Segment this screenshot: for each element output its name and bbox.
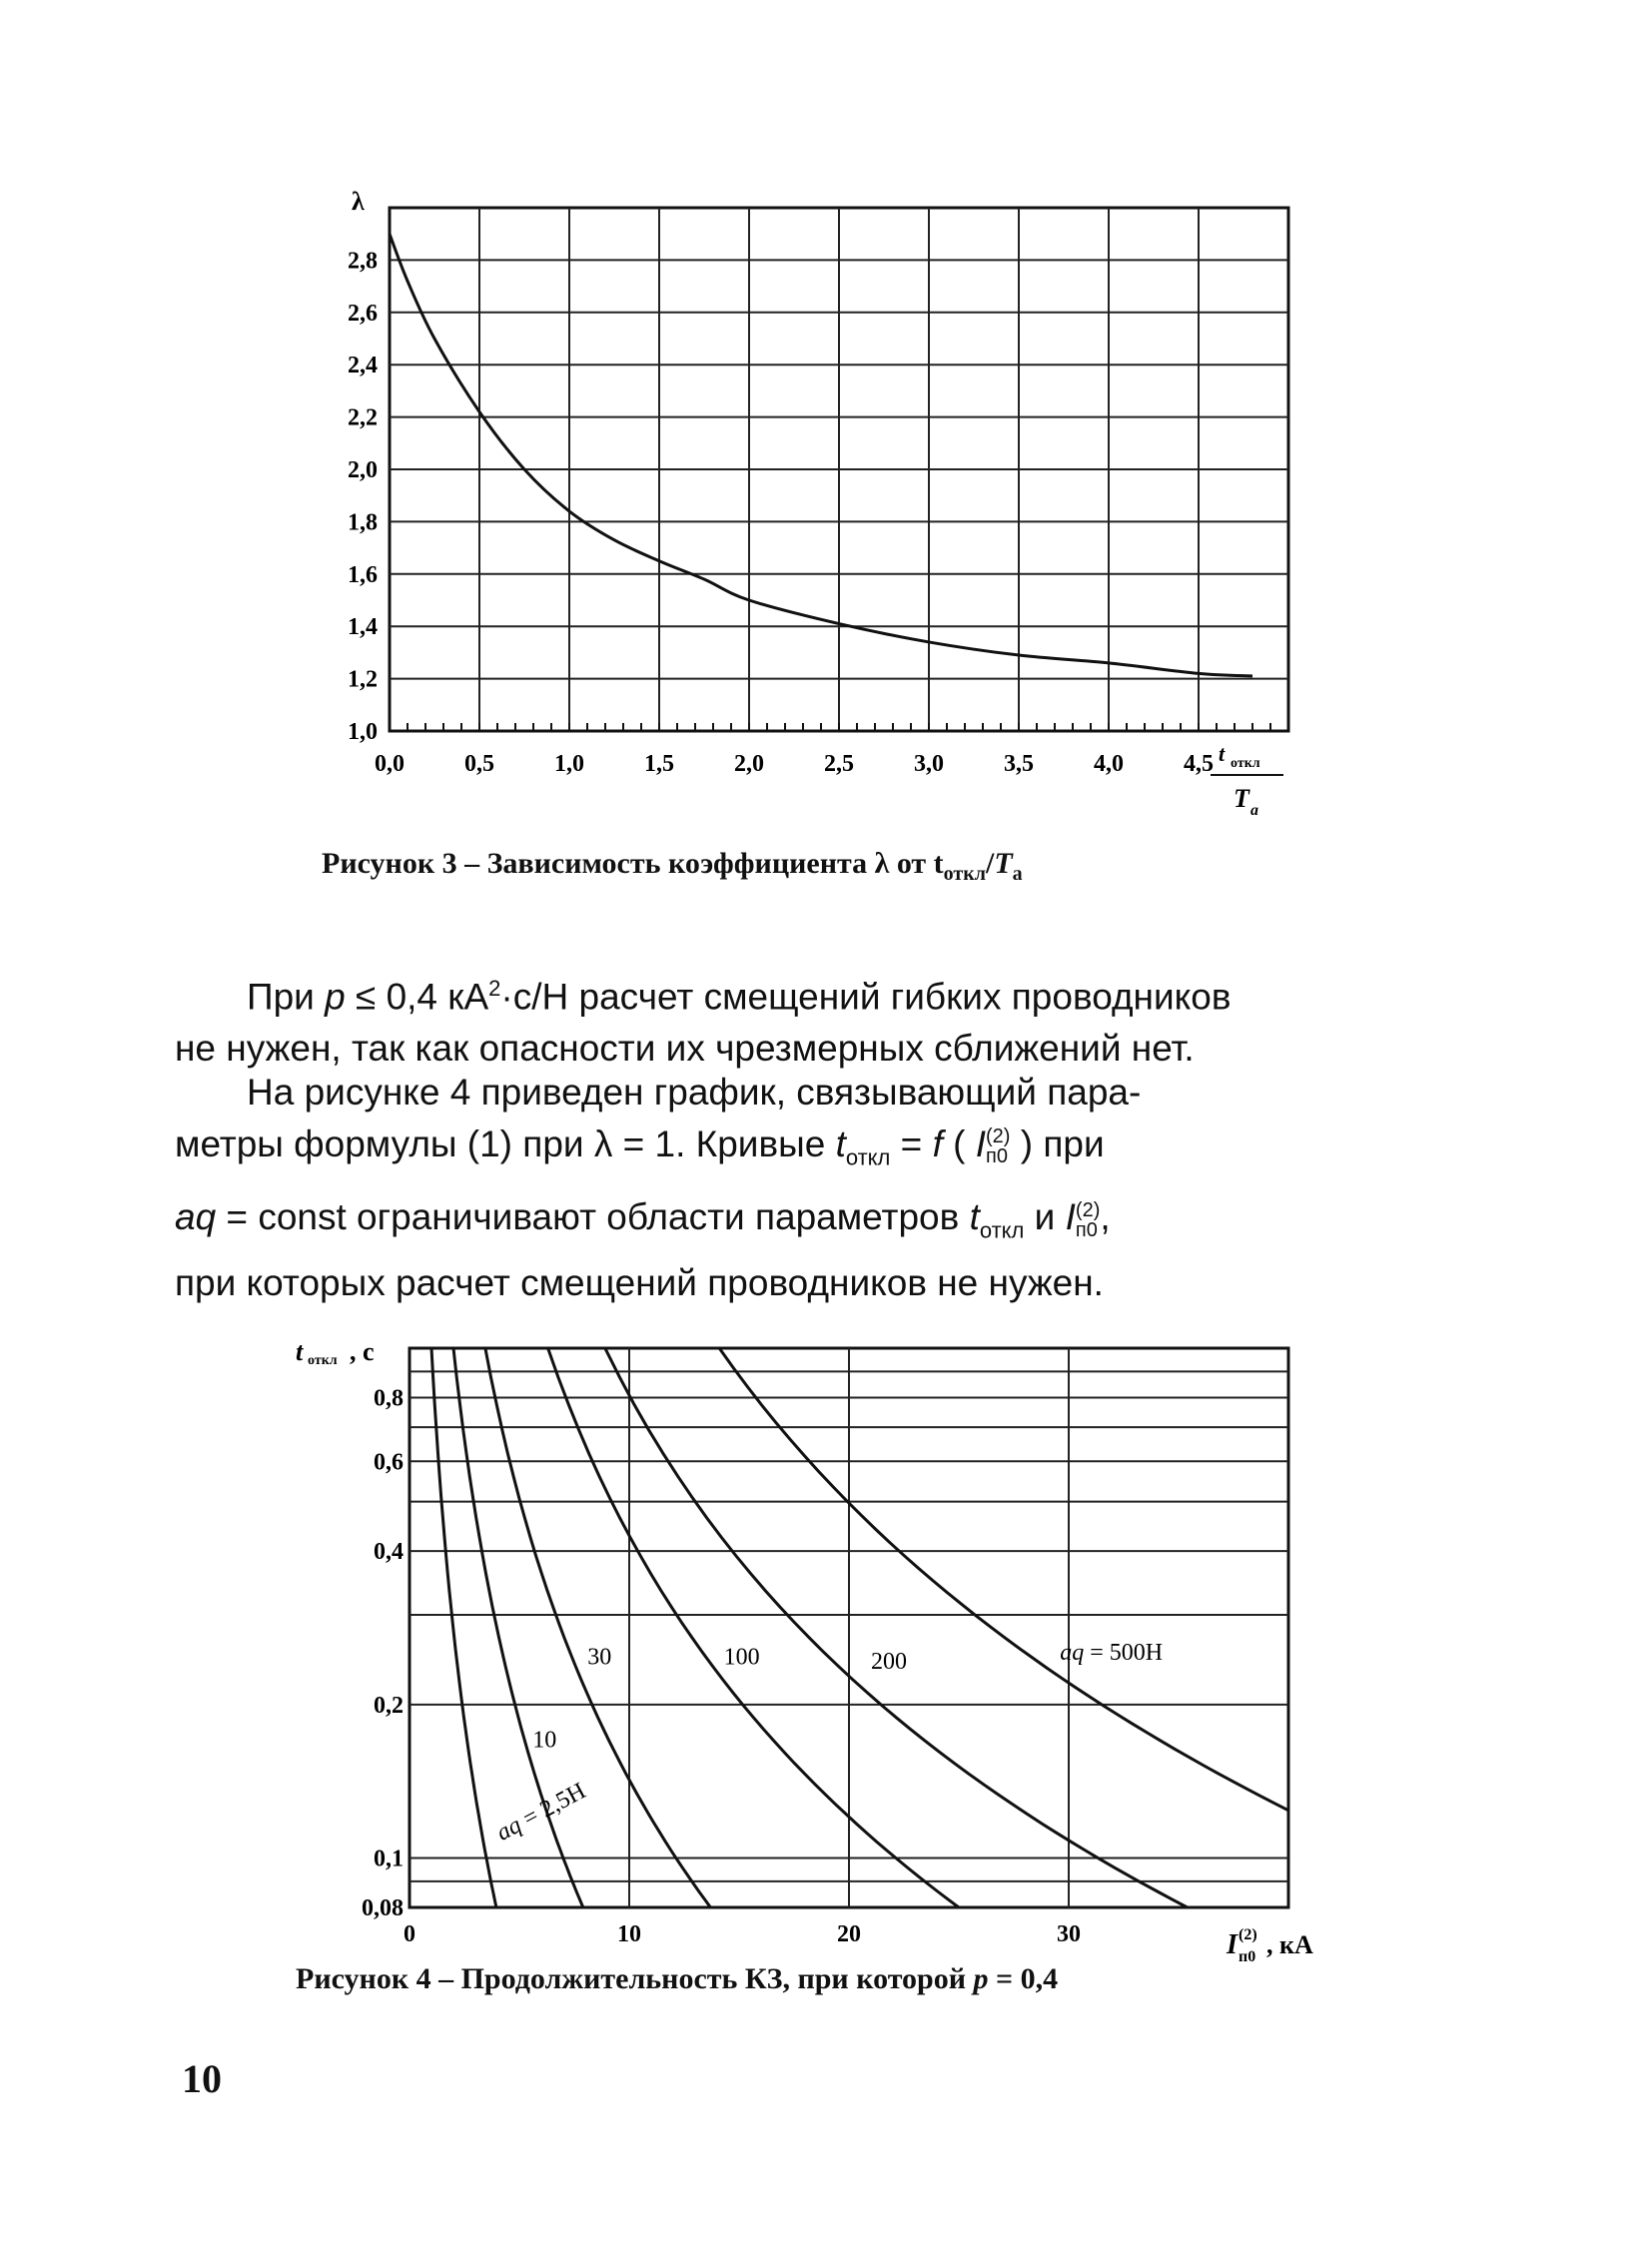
paragraph-1: При p ≤ 0,4 $кА^2\cdot с/Н$ расчет смещений гибких проводников не нужен, так как опасности их чрезмерных сближений нет. xyxy=(175,976,1232,1070)
y-tick-label: 1,4 xyxy=(348,614,378,641)
svg-text:откл: откл xyxy=(1231,756,1260,771)
paragraph-2: На рисунке 4 приведен график, связывающий пара- метры формулы (1) при λ = 1. Кривые $t_{откл} = f$ ( I (2) п0 ) при aq = const ограничивают области параметров $t_{откл}$ и I (2) п0 , при которых расчет смещений проводников не нужен. xyxy=(175,1072,1142,1303)
x-tick-label: 3,0 xyxy=(914,751,944,777)
y-tick-label: 0,6 xyxy=(374,1449,404,1476)
curve-label: aq = 500Н xyxy=(1060,1639,1164,1666)
x-tick-label: 4,0 xyxy=(1094,751,1124,777)
y-tick-label: 1,2 xyxy=(348,666,378,693)
x-tick-label: 30 xyxy=(1057,1921,1081,1947)
x-tick-label: 0,0 xyxy=(375,751,405,777)
svg-text:откл: откл xyxy=(308,1353,338,1368)
lambda-curve xyxy=(390,234,1252,676)
y-tick-label: 2,0 xyxy=(348,457,378,483)
x-tick-label: 4,5 xyxy=(1184,751,1214,777)
svg-text:a: a xyxy=(1250,802,1258,819)
svg-text:, кА: , кА xyxy=(1266,1930,1313,1959)
y-tick-label: 0,4 xyxy=(374,1539,404,1566)
curve-aq-500 xyxy=(719,1348,1288,1811)
svg-text:t: t xyxy=(1219,741,1226,766)
curve-label: 100 xyxy=(723,1644,760,1671)
x-tick-label: 1,5 xyxy=(644,751,674,777)
figure-3-chart xyxy=(300,180,1318,839)
y-tick-label: 2,2 xyxy=(348,404,378,431)
y-axis-label xyxy=(296,1337,375,1368)
svg-text:, с: , с xyxy=(350,1337,375,1366)
svg-text:(2): (2) xyxy=(1239,1926,1257,1943)
y-axis-label: λ xyxy=(352,187,365,216)
x-tick-label: 20 xyxy=(837,1921,861,1947)
svg-text:t: t xyxy=(296,1337,304,1366)
curve-label: 10 xyxy=(532,1727,557,1754)
x-tick-label: 3,5 xyxy=(1004,751,1034,777)
x-tick-label: 1,0 xyxy=(554,751,584,777)
y-tick-label: 2,8 xyxy=(348,248,378,275)
curve-label: aq = 2,5Н xyxy=(492,1778,590,1847)
x-tick-label: 10 xyxy=(617,1921,641,1947)
y-tick-label: 2,6 xyxy=(348,300,378,327)
figure-4-chart xyxy=(280,1318,1358,1997)
x-tick-label: 0,5 xyxy=(464,751,494,777)
y-tick-label: 2,4 xyxy=(348,353,378,379)
x-axis-label xyxy=(1226,1926,1313,1965)
y-tick-label: 1,0 xyxy=(348,719,378,745)
curve-aq-100 xyxy=(548,1348,959,1907)
svg-text:T: T xyxy=(1234,784,1249,813)
x-tick-label: 0 xyxy=(404,1921,415,1947)
x-tick-label: 2,5 xyxy=(824,751,854,777)
curve-aq-200 xyxy=(605,1348,1188,1907)
y-tick-label: 1,6 xyxy=(348,561,378,588)
figure-4-caption: Рисунок 4 – Продолжительность КЗ, при которой p = 0,4 xyxy=(296,1962,1059,1995)
x-tick-label: 2,0 xyxy=(734,751,764,777)
svg-text:I: I xyxy=(1227,1929,1238,1960)
y-tick-label: 0,08 xyxy=(362,1895,404,1921)
y-tick-label: 1,8 xyxy=(348,509,378,536)
figure-3-caption: Рисунок 3 – Зависимость коэффициента λ от $t_{откл}/T_a$ xyxy=(322,847,1023,885)
y-tick-label: 0,8 xyxy=(374,1385,404,1412)
y-tick-label: 0,1 xyxy=(374,1846,404,1872)
curve-label: 200 xyxy=(871,1649,907,1676)
svg-text:п0: п0 xyxy=(1239,1948,1256,1965)
curve-label: 30 xyxy=(587,1644,612,1671)
y-tick-label: 0,2 xyxy=(374,1692,404,1719)
x-axis-label xyxy=(1211,741,1283,819)
page-number: 10 xyxy=(182,2056,222,2101)
